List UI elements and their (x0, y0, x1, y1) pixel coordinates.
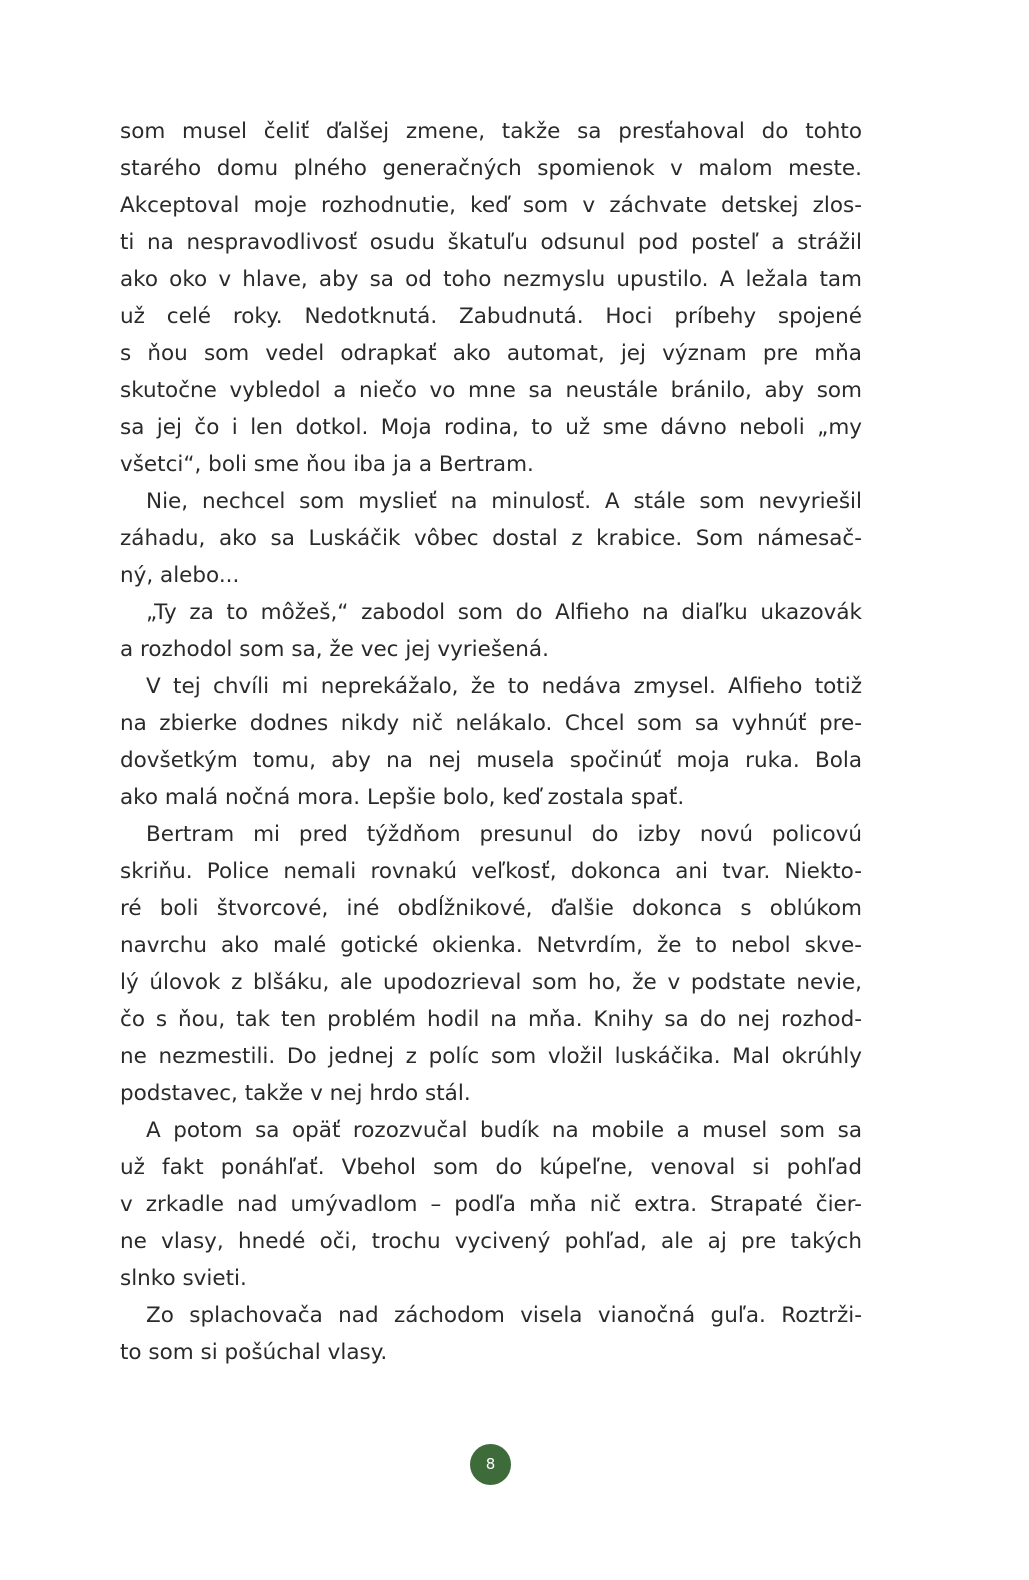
text-line: ne vlasy, hnedé oči, trochu vycivený pohľad, ale aj pre takých (120, 1229, 862, 1254)
page-body-text (120, 113, 862, 1371)
text-line: A potom sa opäť rozozvučal budík na mobile a musel som sa (146, 1118, 862, 1143)
text-line: starého domu plného generačných spomienok v malom meste. (120, 156, 862, 181)
text-line: sa jej čo i len dotkol. Moja rodina, to už sme dávno neboli „my (120, 415, 862, 440)
text-line: V tej chvíli mi neprekážalo, že to nedáva zmysel. Alfieho totiž (146, 674, 862, 699)
text-line: a rozhodol som sa, že vec jej vyriešená. (120, 637, 549, 662)
text-line: „Ty za to môžeš,“ zabodol som do Alfieho na diaľku ukazovák (146, 600, 862, 625)
text-line: dovšetkým tomu, aby na nej musela spočinúť moja ruka. Bola (120, 748, 862, 773)
text-line: ako oko v hlave, aby sa od toho nezmyslu upustilo. A ležala tam (120, 267, 862, 292)
text-line: ako malá nočná mora. Lepšie bolo, keď zostala spať. (120, 785, 685, 810)
paragraph (120, 816, 862, 1112)
text-line: už fakt ponáhľať. Vbehol som do kúpeľne, venoval si pohľad (120, 1155, 862, 1180)
text-line: slnko svieti. (120, 1266, 247, 1291)
paragraph (120, 594, 862, 668)
text-line: záhadu, ako sa Luskáčik vôbec dostal z krabice. Som námesač- (120, 526, 862, 551)
text-line: lý úlovok z blšáku, ale upodozrieval som ho, že v podstate nevie, (120, 970, 862, 995)
text-line: ti na nespravodlivosť osudu škatuľu odsunul pod posteľ a strážil (120, 230, 862, 255)
text-line: s ňou som vedel odrapkať ako automat, jej význam pre mňa (120, 341, 862, 366)
text-line: už celé roky. Nedotknutá. Zabudnutá. Hoci príbehy spojené (120, 304, 862, 329)
text-line: na zbierke dodnes nikdy nič nelákalo. Chcel som sa vyhnúť pre- (120, 711, 862, 736)
text-line: ný, alebo... (120, 563, 240, 588)
text-line: navrchu ako malé gotické okienka. Netvrdím, že to nebol skve- (120, 933, 862, 958)
text-line: v zrkadle nad umývadlom – podľa mňa nič extra. Strapaté čier- (120, 1192, 862, 1217)
text-line: ne nezmestili. Do jednej z políc som vložil luskáčika. Mal okrúhly (120, 1044, 862, 1069)
text-line: skutočne vybledol a niečo vo mne sa neustále bránilo, aby som (120, 378, 862, 403)
text-line: skriňu. Police nemali rovnakú veľkosť, dokonca ani tvar. Niekto- (120, 859, 862, 884)
text-line: podstavec, takže v nej hrdo stál. (120, 1081, 471, 1106)
text-line: Nie, nechcel som myslieť na minulosť. A stále som nevyriešil (146, 489, 862, 514)
paragraph (120, 483, 862, 594)
paragraph (120, 668, 862, 816)
text-line: čo s ňou, tak ten problém hodil na mňa. Knihy sa do nej rozhod- (120, 1007, 862, 1032)
text-line: Zo splachovača nad záchodom visela vianočná guľa. Roztrži- (146, 1303, 862, 1328)
paragraph (120, 113, 862, 483)
paragraph (120, 1297, 862, 1371)
text-line: Akceptoval moje rozhodnutie, keď som v záchvate detskej zlos- (120, 193, 862, 218)
page-number-badge: 8 (470, 1444, 511, 1485)
paragraph (120, 1112, 862, 1297)
text-line: všetci“, boli sme ňou iba ja a Bertram. (120, 452, 534, 477)
text-line: to som si pošúchal vlasy. (120, 1340, 388, 1365)
text-line: ré boli štvorcové, iné obdĺžnikové, ďalšie dokonca s oblúkom (120, 896, 862, 921)
text-line: Bertram mi pred týždňom presunul do izby novú policovú (146, 822, 862, 847)
text-line: som musel čeliť ďalšej zmene, takže sa presťahoval do tohto (120, 119, 862, 144)
